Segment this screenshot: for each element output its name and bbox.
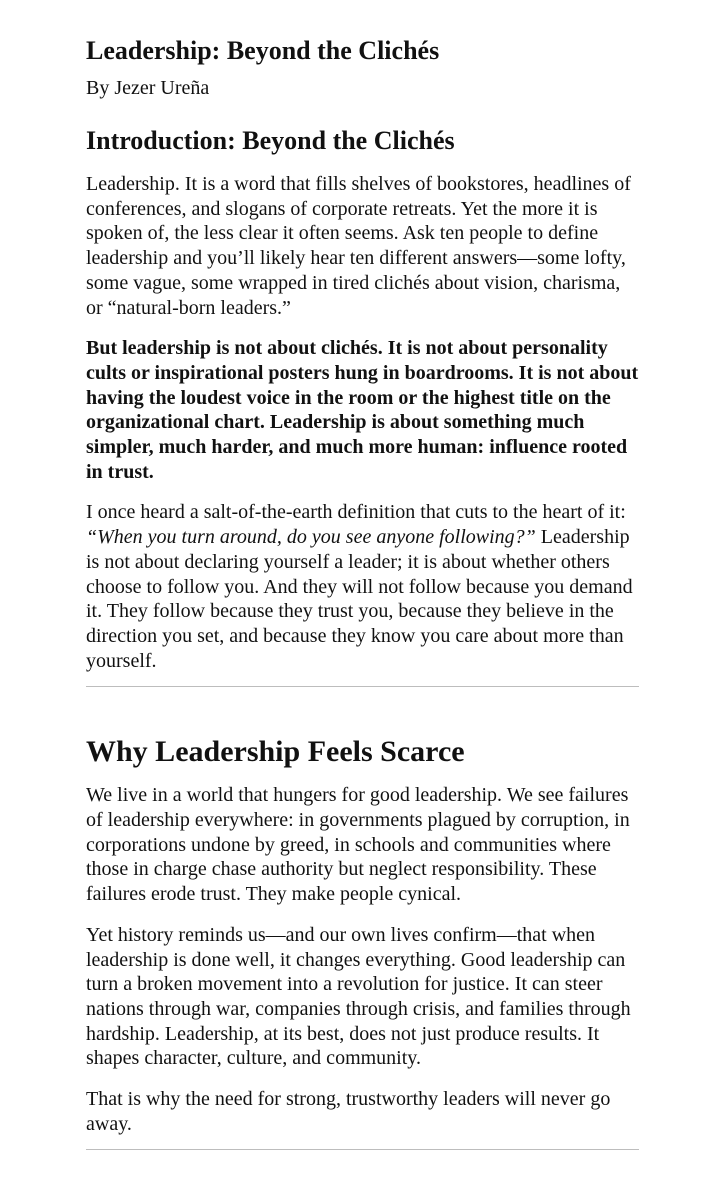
intro-paragraph-1: Leadership. It is a word that fills shelves of bookstores, headlines of conferences, and slogans of corporate retreats. Yet the more it is spoken of, the less clear it often seems. Ask ten people to define leadership and you’ll likely hear ten different answers—some lofty, some vague, some wrapped in tired clichés about vision, charisma, or “natural-born leaders.” (86, 173, 631, 319)
article-body (86, 36, 639, 1150)
intro-paragraph-3 (86, 500, 639, 673)
intro-heading: Introduction: Beyond the Clichés (86, 126, 455, 155)
section-paragraph-1: We live in a world that hungers for good leadership. We see failures of leadership everywhere: in governments plagued by corruption, in corporations undone by greed, in schools and communities where those in charge chase authority but neglect responsibility. These failures erode trust. They make people cynical. (86, 784, 630, 906)
document-title: Leadership: Beyond the Clichés (86, 36, 440, 65)
intro-paragraph-2: But leadership is not about clichés. It is not about personality cults or inspirational posters hung in boardrooms. It is not about having the loudest voice in the room or the highest title on the organizational chart. Leadership is about something much simpler, much harder, and much more human: influence rooted in trust. (86, 337, 639, 483)
intro-paragraph-3-lead: I once heard a salt-of-the-earth definition that cuts to the heart of it: (86, 501, 626, 524)
section-paragraph-3: That is why the need for strong, trustworthy leaders will never go away. (86, 1088, 611, 1135)
section-divider-bottom (86, 1149, 639, 1150)
section-divider (86, 686, 639, 687)
byline: By Jezer Ureña (86, 77, 210, 99)
section-paragraph-2: Yet history reminds us—and our own lives confirm—that when leadership is done well, it changes everything. Good leadership can turn a broken movement into a revolution for justice. It can steer nations through war, companies through crisis, and families through hardship. Leadership, at its best, does not just produce results. It shapes character, culture, and community. (86, 923, 631, 1070)
intro-quote: “When you turn around, do you see anyone following?” (86, 526, 536, 549)
intro-paragraph-3-rest: Leadership is not about declaring yourself a leader; it is about whether others choose to follow you. And they will not follow because you demand it. They follow because they trust you, because they believe in the direction you set, and because they know you care about more than yourself. (86, 526, 633, 672)
section-heading: Why Leadership Feels Scarce (86, 735, 465, 769)
